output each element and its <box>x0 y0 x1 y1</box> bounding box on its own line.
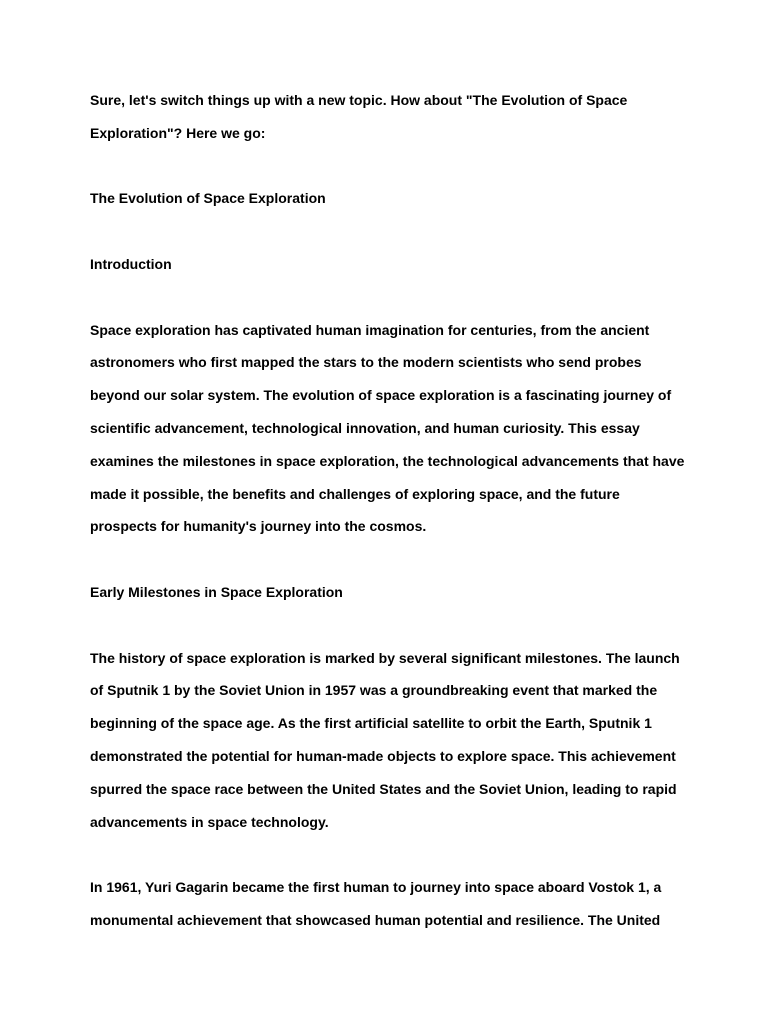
paragraph-gap <box>90 150 690 183</box>
milestones-paragraph <box>90 642 690 839</box>
text-line: Space exploration has captivated human imagination for centuries, from the ancient <box>90 321 650 338</box>
text-line: made it possible, the benefits and challenges of exploring space, and the future <box>90 485 620 502</box>
paragraph-gap <box>90 281 690 314</box>
paragraph-gap <box>90 543 690 576</box>
section-heading-early-milestones: Early Milestones in Space Exploration <box>90 583 343 600</box>
intro-paragraph <box>90 84 690 150</box>
text-line: In 1961, Yuri Gagarin became the first human to journey into space aboard Vostok 1, a <box>90 879 662 896</box>
text-line: astronomers who first mapped the stars to the modern scientists who send probes <box>90 354 642 371</box>
text-line: Sure, let's switch things up with a new topic. How about "The Evolution of Space <box>90 92 628 108</box>
paragraph-gap <box>90 215 690 248</box>
text-line: beyond our solar system. The evolution of space exploration is a fascinating journey of <box>90 387 672 404</box>
introduction-paragraph <box>90 314 690 544</box>
text-line: examines the milestones in space exploration, the technological advancements that have <box>90 452 685 469</box>
text-line: of Sputnik 1 by the Soviet Union in 1957 was a groundbreaking event that marked the <box>90 682 658 699</box>
text-line: advancements in space technology. <box>90 813 329 830</box>
document-page <box>90 84 690 937</box>
paragraph-gap <box>90 609 690 642</box>
text-line: Exploration"? Here we go: <box>90 124 266 141</box>
gagarin-paragraph <box>90 871 690 937</box>
text-line: The history of space exploration is marked by several significant milestones. The launch <box>90 649 680 666</box>
text-line: monumental achievement that showcased human potential and resilience. The United <box>90 911 661 928</box>
text-line: prospects for humanity's journey into the cosmos. <box>90 518 427 535</box>
text-line: spurred the space race between the United States and the Soviet Union, leading to rapid <box>90 780 677 797</box>
text-line: beginning of the space age. As the first artificial satellite to orbit the Earth, Sputnik 1 <box>90 715 652 732</box>
text-line: scientific advancement, technological innovation, and human curiosity. This essay <box>90 419 640 436</box>
paragraph-gap <box>90 838 690 871</box>
document-title: The Evolution of Space Exploration <box>90 190 326 207</box>
text-line: demonstrated the potential for human-made objects to explore space. This achievement <box>90 747 676 764</box>
section-heading-introduction: Introduction <box>90 255 172 272</box>
